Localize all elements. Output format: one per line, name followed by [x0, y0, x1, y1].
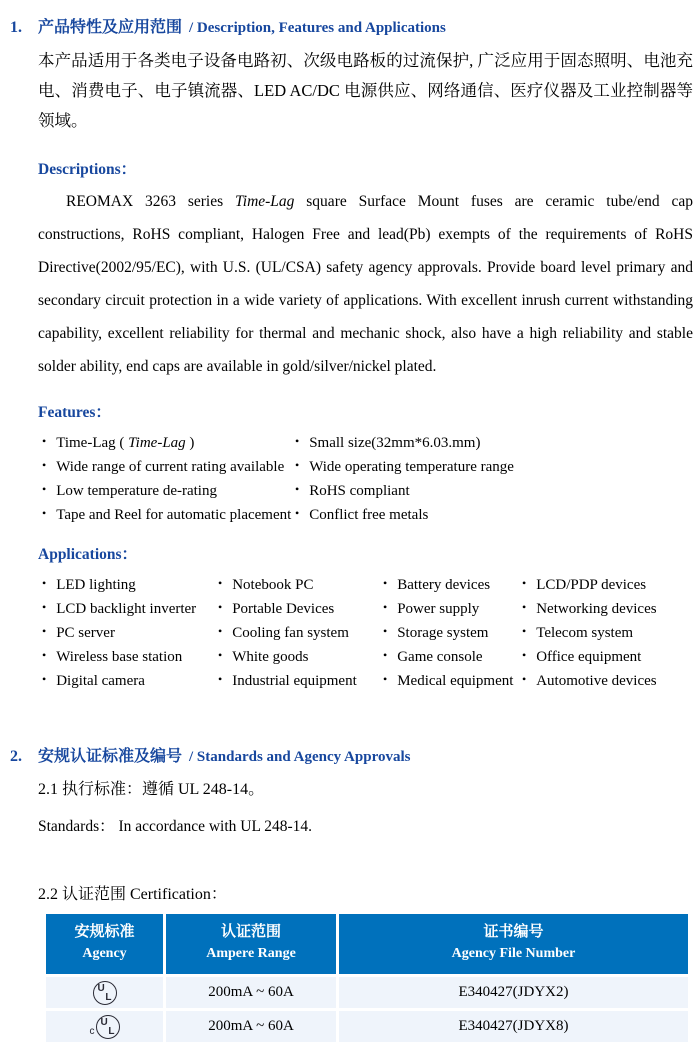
application-item: • Automotive devices — [522, 669, 691, 693]
features-column-2 — [295, 431, 514, 527]
header-agency-en: Agency — [82, 946, 127, 961]
applications-column-1 — [42, 573, 218, 693]
applications-label: Applications： — [38, 546, 138, 563]
application-item: • Industrial equipment — [218, 669, 383, 693]
ul-letter-l: L — [105, 991, 112, 1003]
intro-paragraph: 本产品适用于各类电子设备电路初、次级电路板的过流保护, 广泛应用于固态照明、电池充电、消费电子、电子镇流器、LED AC/DC 电源供应、网络通信、医疗仪器及工业控制器等领域。 — [38, 51, 693, 130]
application-item: • Medical equipment — [383, 669, 522, 693]
applications-column-3 — [383, 573, 522, 693]
features-column-1 — [42, 431, 295, 527]
application-item: • Storage system — [383, 621, 522, 645]
ul-logo-icon — [93, 981, 117, 1005]
feature-item: • Conflict free metals — [295, 503, 514, 527]
feature-item: • Wide operating temperature range — [295, 455, 514, 479]
descriptions-label: Descriptions： — [38, 161, 137, 178]
description-text-italic: Time-Lag — [235, 193, 295, 210]
applications-column-2 — [218, 573, 383, 693]
application-item: • Power supply — [383, 597, 522, 621]
table-header-file-number — [339, 914, 688, 974]
description-paragraph — [38, 185, 693, 383]
application-item: • Portable Devices — [218, 597, 383, 621]
section2-title-zh: 安规认证标准及编号 — [38, 748, 183, 765]
header-agency-zh: 安规标准 — [74, 924, 135, 940]
ul-circle — [96, 1015, 120, 1039]
section2-heading — [10, 743, 691, 766]
application-item: • Notebook PC — [218, 573, 383, 597]
header-file-zh: 证书编号 — [483, 924, 544, 940]
section2-title — [38, 743, 410, 766]
feature-item — [42, 431, 295, 455]
applications-column-4 — [522, 573, 691, 693]
section1-number: 1. — [10, 19, 22, 36]
table-cell-agency-ul — [46, 977, 163, 1008]
section2-title-en: / Standards and Agency Approvals — [189, 749, 411, 765]
cul-logo-icon — [90, 1015, 120, 1039]
section1-title-en: / Description, Features and Applications — [189, 20, 446, 36]
application-item: • Battery devices — [383, 573, 522, 597]
section2-number: 2. — [10, 748, 22, 765]
table-cell-agency-cul — [46, 1011, 163, 1042]
table-cell-file-row1: E340427(JDYX2) — [339, 977, 688, 1008]
section1-title-zh: 产品特性及应用范围 — [38, 19, 183, 36]
header-ampere-en: Ampere Range — [206, 946, 296, 961]
feature-item-italic: Time-Lag — [128, 435, 186, 451]
description-text-pre: REOMAX 3263 series — [66, 193, 235, 210]
application-item: • Game console — [383, 645, 522, 669]
application-item: • PC server — [42, 621, 218, 645]
ul-letter-u: U — [97, 982, 105, 994]
table-cell-file-row2: E340427(JDYX8) — [339, 1011, 688, 1042]
certification-table — [46, 914, 688, 1042]
application-item: • LED lighting — [42, 573, 218, 597]
application-item: • Digital camera — [42, 669, 218, 693]
application-item: • Office equipment — [522, 645, 691, 669]
application-item: • Wireless base station — [42, 645, 218, 669]
certification-line: 2.2 认证范围 Certification： — [38, 886, 227, 903]
applications-list — [42, 573, 691, 693]
ul-letter-u: U — [100, 1016, 108, 1028]
table-header-agency — [46, 914, 163, 974]
header-ampere-zh: 认证范围 — [220, 924, 281, 940]
ul-circle — [93, 981, 117, 1005]
standards-line-en: Standards： In accordance with UL 248-14. — [38, 818, 313, 835]
feature-item-text: Time-Lag ( — [56, 435, 129, 451]
application-item: • White goods — [218, 645, 383, 669]
feature-item: • Small size(32mm*6.03.mm) — [295, 431, 514, 455]
ul-letter-l: L — [108, 1025, 115, 1037]
application-item: • Networking devices — [522, 597, 691, 621]
feature-item: • RoHS compliant — [295, 479, 514, 503]
section1-title — [38, 14, 446, 37]
table-cell-ampere-row2: 200mA ~ 60A — [166, 1011, 336, 1042]
application-item: • Cooling fan system — [218, 621, 383, 645]
application-item: • LCD backlight inverter — [42, 597, 218, 621]
header-file-en: Agency File Number — [451, 946, 576, 961]
table-header-ampere-range — [166, 914, 336, 974]
description-text-post: square Surface Mount fuses are ceramic tube/end cap constructions, RoHS compliant, Halogen Free and lead(Pb) exempts of the requirements of RoHS Directive(2002/95/EC), with U.S. (UL/CSA) safety agency approvals. Provide board level primary and secondary circuit protection in a wide variety of applications. With excellent inrush current withstanding capability, excellent reliability for thermal and mechanic shock, also have a high reliability and stable solder ability, end caps are available in gold/silver/nickel plated. — [38, 193, 694, 375]
feature-item: • Wide range of current rating available — [42, 455, 295, 479]
table-cell-ampere-row1: 200mA ~ 60A — [166, 977, 336, 1008]
cul-letter-c: c — [89, 1025, 95, 1037]
application-item: • Telecom system — [522, 621, 691, 645]
section1-heading — [10, 14, 691, 37]
feature-item-text: ) — [185, 435, 195, 451]
application-item: • LCD/PDP devices — [522, 573, 691, 597]
feature-item: • Tape and Reel for automatic placement — [42, 503, 295, 527]
standards-line-zh: 2.1 执行标准：遵循 UL 248-14。 — [38, 781, 265, 798]
features-label: Features： — [38, 404, 111, 421]
feature-item: • Low temperature de-rating — [42, 479, 295, 503]
features-list — [42, 431, 691, 527]
